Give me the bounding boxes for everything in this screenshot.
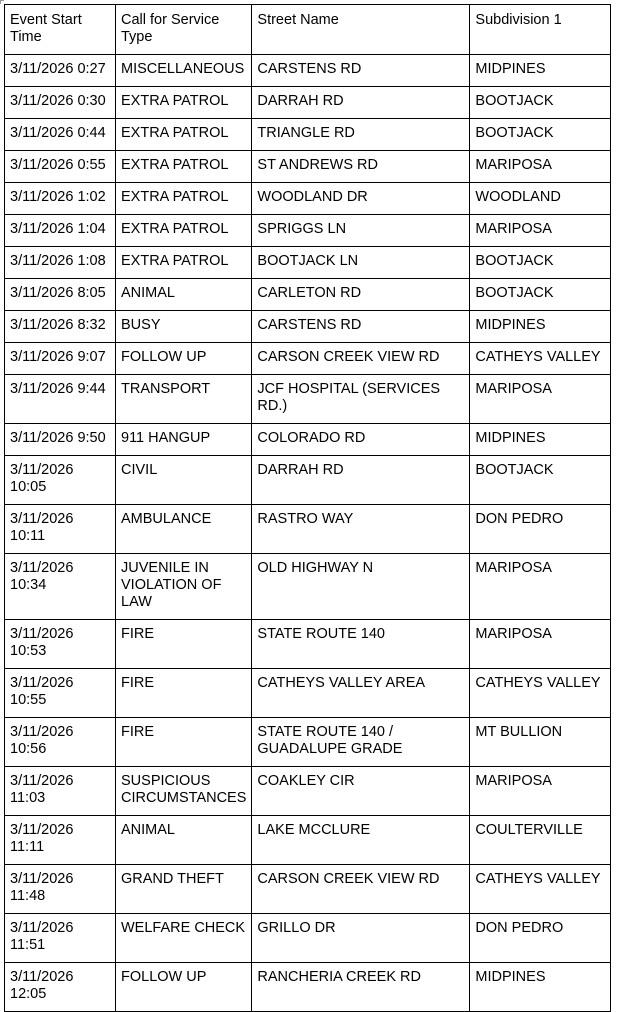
table-row (5, 669, 611, 718)
cell-call-type: CIVIL (116, 456, 252, 505)
cell-subdivision: DON PEDRO (470, 914, 611, 963)
cell-call-type: EXTRA PATROL (116, 215, 252, 247)
cell-call-type: MISCELLANEOUS (116, 55, 252, 87)
cell-subdivision: MARIPOSA (470, 375, 611, 424)
header-subdivision: Subdivision 1 (470, 5, 611, 55)
cell-call-type: AMBULANCE (116, 505, 252, 554)
cell-call-type: 911 HANGUP (116, 424, 252, 456)
cell-subdivision: BOOTJACK (470, 456, 611, 505)
cell-event-start-time: 3/11/2026 10:56 (5, 718, 116, 767)
cell-event-start-time: 3/11/2026 1:08 (5, 247, 116, 279)
cell-street-name: JCF HOSPITAL (SERVICES RD.) (252, 375, 470, 424)
cell-call-type: EXTRA PATROL (116, 247, 252, 279)
table-row (5, 963, 611, 1012)
cell-street-name: RASTRO WAY (252, 505, 470, 554)
cell-event-start-time: 3/11/2026 0:30 (5, 87, 116, 119)
cell-call-type: FIRE (116, 620, 252, 669)
table-row (5, 865, 611, 914)
cell-subdivision: BOOTJACK (470, 119, 611, 151)
cell-street-name: COAKLEY CIR (252, 767, 470, 816)
cell-call-type: SUSPICIOUS CIRCUMSTANCES (116, 767, 252, 816)
cell-call-type: FOLLOW UP (116, 343, 252, 375)
cell-street-name: DARRAH RD (252, 456, 470, 505)
table-row (5, 119, 611, 151)
cell-street-name: COLORADO RD (252, 424, 470, 456)
table-row (5, 424, 611, 456)
cell-street-name: TRIANGLE RD (252, 119, 470, 151)
cell-street-name: STATE ROUTE 140 (252, 620, 470, 669)
cell-subdivision: MIDPINES (470, 963, 611, 1012)
table-row (5, 718, 611, 767)
table-body (5, 55, 611, 1012)
cell-call-type: BUSY (116, 311, 252, 343)
cell-event-start-time: 3/11/2026 10:53 (5, 620, 116, 669)
cell-street-name: SPRIGGS LN (252, 215, 470, 247)
cell-subdivision: WOODLAND (470, 183, 611, 215)
table-row (5, 183, 611, 215)
cell-event-start-time: 3/11/2026 1:04 (5, 215, 116, 247)
table-row (5, 151, 611, 183)
table-row (5, 505, 611, 554)
cell-subdivision: MIDPINES (470, 311, 611, 343)
cell-event-start-time: 3/11/2026 0:27 (5, 55, 116, 87)
cell-subdivision: BOOTJACK (470, 247, 611, 279)
cell-call-type: FIRE (116, 718, 252, 767)
cell-event-start-time: 3/11/2026 10:11 (5, 505, 116, 554)
table-row (5, 311, 611, 343)
table-row (5, 456, 611, 505)
cell-event-start-time: 3/11/2026 12:05 (5, 963, 116, 1012)
cell-call-type: JUVENILE IN VIOLATION OF LAW (116, 554, 252, 620)
cell-subdivision: COULTERVILLE (470, 816, 611, 865)
cell-street-name: DARRAH RD (252, 87, 470, 119)
cell-event-start-time: 3/11/2026 10:55 (5, 669, 116, 718)
cell-street-name: RANCHERIA CREEK RD (252, 963, 470, 1012)
cell-call-type: ANIMAL (116, 816, 252, 865)
table-row (5, 55, 611, 87)
cell-street-name: OLD HIGHWAY N (252, 554, 470, 620)
header-event-start-time: Event Start Time (5, 5, 116, 55)
table-row (5, 914, 611, 963)
cell-subdivision: MARIPOSA (470, 620, 611, 669)
table-row (5, 215, 611, 247)
cell-street-name: CARLETON RD (252, 279, 470, 311)
cell-subdivision: MIDPINES (470, 424, 611, 456)
cell-street-name: CARSON CREEK VIEW RD (252, 343, 470, 375)
calls-for-service-table (4, 4, 611, 1012)
table-row (5, 87, 611, 119)
cell-subdivision: DON PEDRO (470, 505, 611, 554)
table-row (5, 375, 611, 424)
cell-subdivision: MARIPOSA (470, 215, 611, 247)
cell-call-type: GRAND THEFT (116, 865, 252, 914)
cell-event-start-time: 3/11/2026 10:05 (5, 456, 116, 505)
cell-event-start-time: 3/11/2026 10:34 (5, 554, 116, 620)
header-call-type: Call for Service Type (116, 5, 252, 55)
cell-call-type: EXTRA PATROL (116, 87, 252, 119)
cell-street-name: STATE ROUTE 140 / GUADALUPE GRADE (252, 718, 470, 767)
cell-subdivision: BOOTJACK (470, 279, 611, 311)
cell-street-name: CARSON CREEK VIEW RD (252, 865, 470, 914)
cell-subdivision: CATHEYS VALLEY (470, 669, 611, 718)
cell-street-name: CARSTENS RD (252, 311, 470, 343)
table-row (5, 767, 611, 816)
cell-event-start-time: 3/11/2026 9:07 (5, 343, 116, 375)
cell-street-name: LAKE MCCLURE (252, 816, 470, 865)
cell-subdivision: MIDPINES (470, 55, 611, 87)
cell-street-name: CARSTENS RD (252, 55, 470, 87)
cell-subdivision: MARIPOSA (470, 767, 611, 816)
cell-event-start-time: 3/11/2026 9:44 (5, 375, 116, 424)
cell-event-start-time: 3/11/2026 8:32 (5, 311, 116, 343)
cell-event-start-time: 3/11/2026 0:44 (5, 119, 116, 151)
table-row (5, 247, 611, 279)
cell-subdivision: CATHEYS VALLEY (470, 343, 611, 375)
cell-call-type: EXTRA PATROL (116, 183, 252, 215)
cell-event-start-time: 3/11/2026 0:55 (5, 151, 116, 183)
cell-event-start-time: 3/11/2026 11:48 (5, 865, 116, 914)
cell-event-start-time: 3/11/2026 11:03 (5, 767, 116, 816)
table-row (5, 279, 611, 311)
cell-event-start-time: 3/11/2026 8:05 (5, 279, 116, 311)
table-row (5, 816, 611, 865)
cell-call-type: EXTRA PATROL (116, 119, 252, 151)
cell-subdivision: CATHEYS VALLEY (470, 865, 611, 914)
cell-subdivision: MT BULLION (470, 718, 611, 767)
cell-street-name: CATHEYS VALLEY AREA (252, 669, 470, 718)
cell-event-start-time: 3/11/2026 11:51 (5, 914, 116, 963)
cell-street-name: GRILLO DR (252, 914, 470, 963)
table-header-row (5, 5, 611, 55)
cell-call-type: EXTRA PATROL (116, 151, 252, 183)
cell-street-name: BOOTJACK LN (252, 247, 470, 279)
cell-subdivision: MARIPOSA (470, 151, 611, 183)
table-row (5, 343, 611, 375)
table-row (5, 620, 611, 669)
calls-table-container (4, 4, 611, 1012)
cell-street-name: WOODLAND DR (252, 183, 470, 215)
cell-call-type: FOLLOW UP (116, 963, 252, 1012)
cell-call-type: TRANSPORT (116, 375, 252, 424)
table-row (5, 554, 611, 620)
cell-call-type: WELFARE CHECK (116, 914, 252, 963)
cell-event-start-time: 3/11/2026 1:02 (5, 183, 116, 215)
cell-event-start-time: 3/11/2026 11:11 (5, 816, 116, 865)
header-street-name: Street Name (252, 5, 470, 55)
cell-street-name: ST ANDREWS RD (252, 151, 470, 183)
cell-call-type: FIRE (116, 669, 252, 718)
cell-subdivision: MARIPOSA (470, 554, 611, 620)
cell-call-type: ANIMAL (116, 279, 252, 311)
cell-event-start-time: 3/11/2026 9:50 (5, 424, 116, 456)
cell-subdivision: BOOTJACK (470, 87, 611, 119)
